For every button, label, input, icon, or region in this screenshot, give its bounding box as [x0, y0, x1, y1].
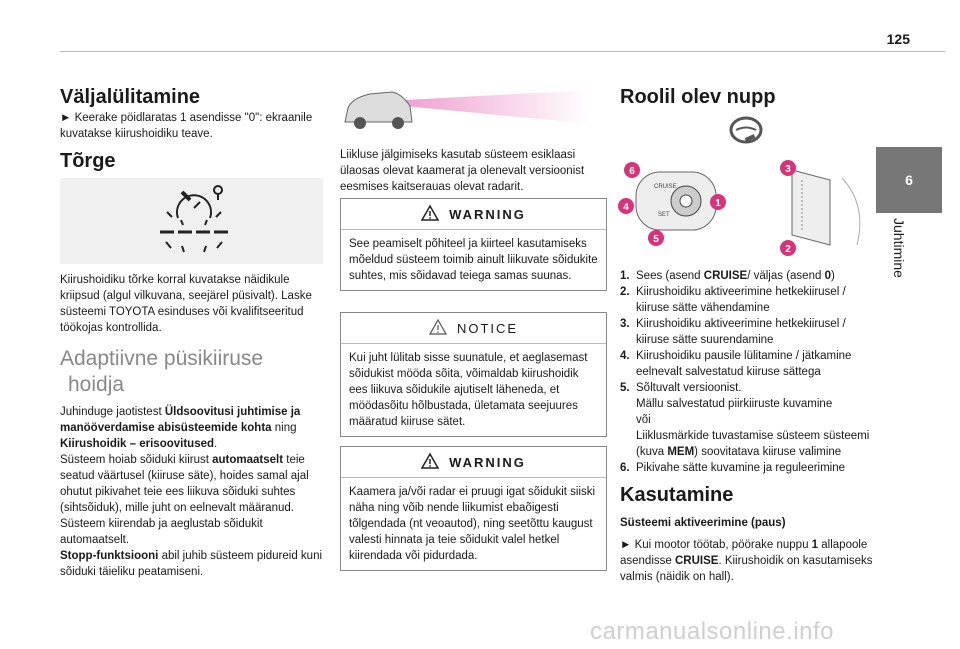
list-item: 1. Sees (asend CRUISE/ väljas (asend 0)	[620, 270, 835, 282]
fault-text: Kiirushoidiku tõrke korral kuvatakse näidikule kriipsud (algul vilkuvana, seejärel püsivalt). Laske süsteemi TOYOTA esinduses või kvalifitseeritud töökojas kontrollida.	[60, 274, 312, 334]
heading-fault: Tõrge	[60, 150, 116, 172]
fault-display-image	[60, 178, 323, 264]
steering-wheel-icon	[728, 116, 764, 146]
svg-text:6: 6	[629, 166, 635, 177]
heading-adaptive-cruise: Adaptiivne püsikiiruse hoidja	[60, 347, 264, 396]
camera-intro-text: Liikluse jälgimiseks kasutab süsteem esiklaasi ülaosas olevat kaamerat ja olenevalt versioonist eesmises kaitserauas olevat radarit.	[340, 149, 585, 193]
warning-icon	[421, 205, 439, 224]
car-camera-image	[340, 82, 605, 132]
warning-box-1: WARNING See peamiselt põhiteel ja kiirteel kasutamiseks mõeldud süsteem toimib ainult liikuvate sõidukite suhtes, mis sõidavad teiega samas suunas.	[340, 198, 607, 291]
svg-text:CRUISE: CRUISE	[654, 184, 677, 190]
header-rule	[60, 51, 945, 52]
svg-text:3: 3	[785, 164, 791, 175]
notice-icon	[429, 319, 447, 338]
list-item: 6. Pikivahe sätte kuvamine ja reguleerimine	[620, 462, 846, 474]
heading-activation: Süsteemi aktiveerimine (paus)	[620, 517, 786, 529]
callout-2	[780, 240, 796, 261]
list-item: 4. Kiirushoidiku pausile lülitamine / jätkamine eelnevalt salvestatud kiiruse sättega	[620, 350, 852, 378]
svg-text:1: 1	[715, 198, 721, 209]
watermark: carmanualsonline.info	[590, 618, 834, 645]
svg-text:4: 4	[623, 202, 629, 213]
switch-off-text: ► Keerake pöidlaratas 1 asendisse "0": ekraanile kuvatakse kiirushoidiku teave.	[60, 112, 313, 140]
list-item: 5. Sõltuvalt versioonist. Mällu salvestatud piirkiiruste kuvamine või Liiklusmärkide tuvastamise süsteem süsteemi (kuva MEM) soovitatava kiiruse valimine	[620, 382, 870, 458]
svg-text:SET: SET	[658, 212, 670, 218]
callout-3	[780, 160, 796, 181]
chapter-tab[interactable]: 6	[876, 147, 942, 213]
callout-4	[618, 198, 634, 219]
callout-1	[710, 194, 726, 215]
heading-switch-off: Väljalülitamine	[60, 86, 201, 108]
callout-5	[648, 230, 664, 251]
warning-box-2: WARNING Kaamera ja/või radar ei pruugi igat sõidukit siiski näha ning võib nende liikumist ebaõigesti tõlgendada (nt veoautod), ning seetõttu kaugust valesti hinnata ja teie sõidukit valel hetkel kiirendada või pidurdada.	[340, 446, 607, 571]
car-front-icon	[340, 82, 605, 132]
callout-6	[624, 162, 640, 183]
list-item: 3. Kiirushoidiku aktiveerimine hetkekiirusel / kiiruse sätte suurendamine	[620, 318, 846, 346]
speedometer-dashes-icon	[60, 178, 323, 264]
page-number: 125	[886, 31, 910, 47]
notice-box: NOTICE Kui juht lülitab sisse suunatule, et aeglasemast sõidukist mööda sõita, võimaldab kiirushoidik ees liikuva sõidukile ajutiselt läheneda, et möödasõitu hõlbustada, ületamata seejuures määratud kiiruse sätet.	[340, 312, 607, 437]
list-item: 2. Kiirushoidiku aktiveerimine hetkekiirusel / kiiruse sätte vähendamine	[620, 286, 846, 314]
activation-text: ► Kui mootor töötab, pöörake nuppu 1 allapoole asendisse CRUISE. Kiirushoidik on kasutamiseks valmis (näidik on hall).	[620, 539, 873, 583]
callouts	[618, 158, 880, 258]
heading-usage: Kasutamine	[620, 484, 734, 506]
svg-text:2: 2	[785, 244, 791, 255]
button-function-list	[620, 268, 880, 476]
svg-text:5: 5	[653, 234, 659, 245]
chapter-label: Juhtimine	[891, 218, 907, 278]
heading-steering-button: Roolil olev nupp	[620, 86, 776, 108]
adaptive-cruise-text: Juhinduge jaotistest Üldsoovitusi juhtimise ja manööverdamise abisüsteemide kohta ning Kiirushoidik – erisoovitused. Süsteem hoiab sõiduki kiirust automaatselt teie seatud väärtusel (kiiruse säte), hoides samal ajal ohutut pikivahet teie ees liikuva sõiduki suhtes (sihtsõiduk), mille juht on eelnevalt määranud. Süsteem kiirendab ja aeglustab sõidukit automaatselt. Stopp-funktsiooni abil juhib süsteem pidureid kuni sõiduki täieliku peatamiseni.	[60, 406, 323, 578]
warning-icon	[421, 453, 439, 472]
